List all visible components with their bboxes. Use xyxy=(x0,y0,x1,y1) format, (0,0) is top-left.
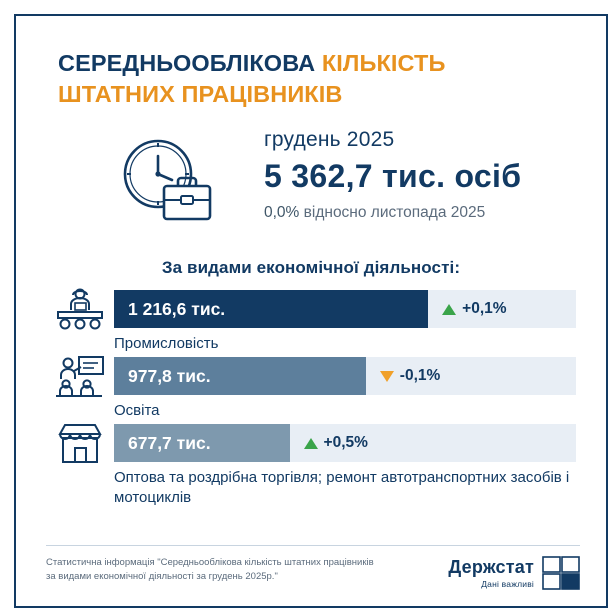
period-label: грудень 2025 xyxy=(264,128,395,152)
derzhstat-logo xyxy=(448,556,580,590)
logo-mark-icon xyxy=(542,556,580,590)
bar-fill xyxy=(114,290,428,328)
triangle-up-icon xyxy=(304,438,318,449)
bar-change-label: +0,1% xyxy=(462,300,507,318)
triangle-up-icon xyxy=(442,304,456,315)
chart-row xyxy=(46,424,576,506)
title-line2-orange: ШТАТНИХ ПРАЦІВНИКІВ xyxy=(58,81,343,108)
teacher-classroom-icon xyxy=(52,353,108,399)
title-line1-dark: СЕРЕДНЬООБЛІКОВА xyxy=(58,50,316,76)
chart-row xyxy=(46,290,576,353)
triangle-down-icon xyxy=(380,371,394,382)
bar-change-label: -0,1% xyxy=(399,367,441,385)
bar-value-label: 977,8 тис. xyxy=(128,365,211,386)
headline-block xyxy=(46,128,576,246)
footer xyxy=(46,545,580,590)
bar-fill xyxy=(114,424,290,462)
title-line1-orange: КІЛЬКІСТЬ xyxy=(321,50,446,76)
bar-change xyxy=(304,424,368,462)
bar-category-label: Оптова та роздрібна торгівля; ремонт автотранспортних засобів і мотоциклів xyxy=(114,469,570,506)
factory-worker-icon xyxy=(52,286,108,332)
bar-change-label: +0,5% xyxy=(323,434,368,452)
bar-fill xyxy=(114,357,366,395)
bar-value-label: 677,7 тис. xyxy=(128,432,211,453)
bar-category-label: Промисловість xyxy=(114,335,219,353)
headline-change-value: 0,0% xyxy=(264,204,300,222)
chart-row xyxy=(46,357,576,420)
bar-value-label: 1 216,6 тис. xyxy=(128,298,226,319)
source-note: Статистична інформація "Середньооблікова кількість штатних працівників за видами економічної діяльності за грудень 2025р." xyxy=(46,557,374,582)
logo-tagline: Дані важливі xyxy=(481,579,534,589)
clock-briefcase-icon xyxy=(112,134,220,230)
shop-storefront-icon xyxy=(52,420,108,466)
section-heading: За видами економічної діяльності: xyxy=(161,258,461,278)
bar-category-label: Освіта xyxy=(114,402,160,420)
infographic-frame xyxy=(14,14,608,608)
logo-name: Держстат xyxy=(448,557,534,577)
headline-change xyxy=(264,204,570,222)
page-title xyxy=(58,48,576,110)
headline-value: 5 362,7 тис. осіб xyxy=(264,158,522,195)
headline-change-note: відносно листопада 2025 xyxy=(303,204,486,222)
bar-change xyxy=(380,357,441,395)
bar-chart xyxy=(46,290,576,507)
bar-change xyxy=(442,290,506,328)
